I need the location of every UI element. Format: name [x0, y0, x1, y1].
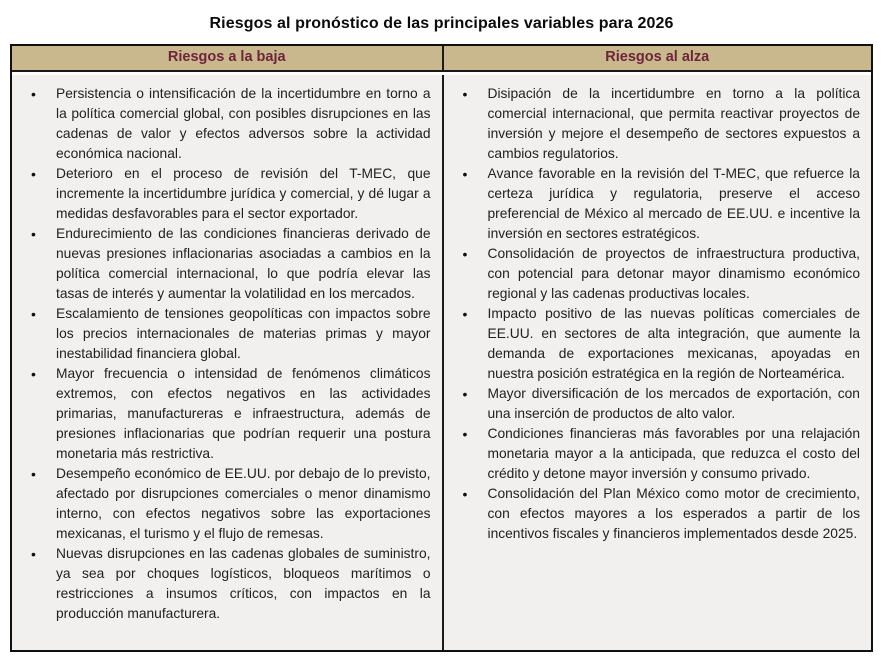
risk-table	[10, 44, 873, 652]
page-title: Riesgos al pronóstico de las principales variables para 2026	[209, 15, 674, 32]
list-item: • Consolidación de proyectos de infraestructura productiva, con potencial para detonar mayor dinamismo económico regional y las cadenas productivas locales.	[444, 244, 868, 304]
list-item: • Nuevas disrupciones en las cadenas globales de suministro, ya sea por choques logísticos, bloqueos marítimos o restricciones a insumos críticos, con impactos en la producción manufacturera.	[12, 544, 438, 624]
list-item: • Desempeño económico de EE.UU. por debajo de lo previsto, afectado por disrupciones comerciales o menor dinamismo interno, con efectos negativos sobre las exportaciones mexicanas, el turismo y el flujo de remesas.	[12, 464, 438, 544]
list-item: • Endurecimiento de las condiciones financieras derivado de nuevas presiones inflacionarias asociadas a cambios en la política comercial internacional, lo que podría elevar las tasas de interés y aumentar la volatilidad en los mercados.	[12, 224, 438, 304]
column-header-downside-risks: Riesgos a la baja	[167, 49, 286, 65]
downside-risk-list	[12, 84, 438, 624]
list-item: • Escalamiento de tensiones geopolíticas con impactos sobre los precios internacionales de materias primas y mayor inestabilidad financiera global.	[12, 304, 438, 364]
list-item: • Mayor diversificación de los mercados de exportación, con una inserción de productos de alto valor.	[444, 384, 868, 424]
upside-risk-list	[444, 84, 868, 544]
table-body-row	[12, 75, 871, 650]
upside-risks-cell	[442, 75, 872, 650]
table-header-row	[12, 46, 871, 72]
list-item: • Deterioro en el proceso de revisión del T-MEC, que incremente la incertidumbre jurídica y comercial, y dé lugar a medidas desfavorables para el sector exportador.	[12, 164, 438, 224]
list-item: • Mayor frecuencia o intensidad de fenómenos climáticos extremos, con efectos negativos en las actividades primarias, manufactureras e infraestructura, además de presiones inflacionarias que podrían requerir una postura monetaria más restrictiva.	[12, 364, 438, 464]
list-item: • Persistencia o intensificación de la incertidumbre en torno a la política comercial global, con posibles disrupciones en las cadenas de valor y efectos adversos sobre la actividad económica nacional.	[12, 84, 438, 164]
list-item: • Impacto positivo de las nuevas políticas comerciales de EE.UU. en sectores de alta integración, que aumente la demanda de exportaciones mexicanas, apoyadas en nuestra posición estratégica en la región de Norteamérica.	[444, 304, 868, 384]
list-item: • Condiciones financieras más favorables por una relajación monetaria mayor a la anticipada, que reduzca el costo del crédito y detone mayor inversión y consumo privado.	[444, 424, 868, 484]
list-item: • Disipación de la incertidumbre en torno a la política comercial internacional, que permita reactivar proyectos de inversión y mejore el desempeño de sectores expuestos a cambios regulatorios.	[444, 84, 868, 164]
column-header-upside-risks: Riesgos al alza	[442, 46, 872, 70]
list-item: • Consolidación del Plan México como motor de crecimiento, con efectos mayores a los esperados a partir de los incentivos fiscales y financieros implementados desde 2025.	[444, 484, 868, 544]
downside-risks-cell	[12, 75, 442, 650]
list-item: • Avance favorable en la revisión del T-MEC, que refuerce la certeza jurídica y regulatoria, preserve el acceso preferencial de México al mercado de EE.UU. e incentive la inversión en sectores estratégicos.	[444, 164, 868, 244]
